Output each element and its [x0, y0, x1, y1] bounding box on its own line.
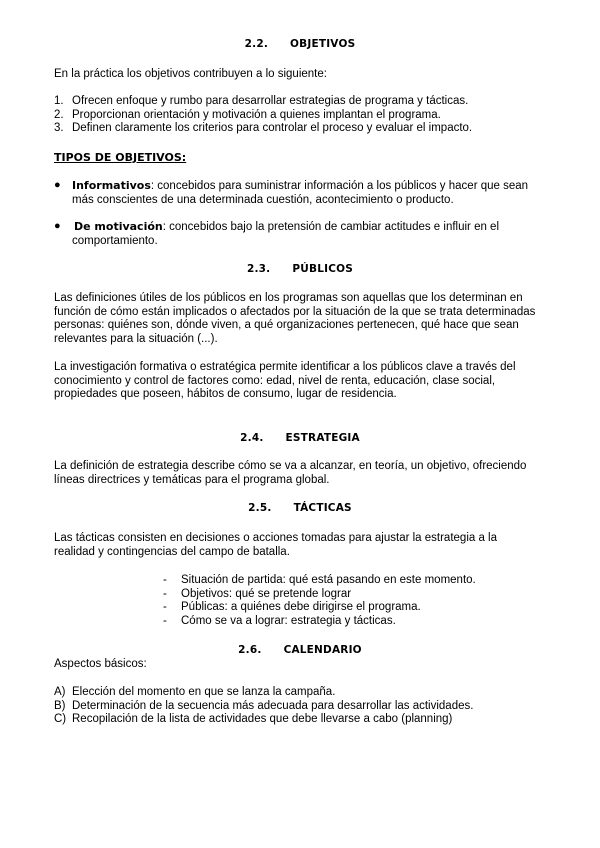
- objetivos-intro: En la práctica los objetivos contribuyen a lo siguiente:: [54, 68, 327, 80]
- tacticas-list: [163, 574, 476, 628]
- heading-estrategia: [0, 432, 600, 446]
- list-item: 2. Proporcionan orientación y motivación a quienes implantan el programa.: [54, 108, 441, 121]
- bullet-icon: ●: [54, 179, 61, 191]
- list-item: - Cómo se va a lograr: estrategia y tácticas.: [163, 614, 396, 627]
- estrategia-paragraph: La definición de estrategia describe cómo se va a alcanzar, en teoría, un objetivo, ofreciendo líneas directrices y temáticas para el programa global.: [54, 460, 527, 486]
- list-item: - Públicas: a quiénes debe dirigirse el programa.: [163, 601, 421, 613]
- list-item: C) Recopilación de la lista de actividades que debe llevarse a cabo (planning): [54, 713, 453, 725]
- objetivos-list: [54, 95, 472, 136]
- heading-objetivos: [0, 38, 600, 52]
- term: De motivación: [74, 220, 163, 233]
- list-item: A) Elección del momento en que se lanza la campaña.: [54, 686, 336, 698]
- publicos-paragraph-1: Las definiciones útiles de los públicos en los programas son aquellas que los determinan en función de cómo están implicados o afectados por la situación de la que se trata determinadas personas: quiénes son, dónde viven, a qué organizaciones pertenecen, qué hace que sean relevantes para la situación (...).: [54, 292, 536, 345]
- heading-tacticas: [0, 502, 600, 516]
- bullet-informativos: ● Informativos: concebidos para suministrar información a los públicos y hacer que sean más conscientes de una determinada cuestión, acontecimiento o producto.: [54, 179, 529, 206]
- bullet-icon: ●: [54, 220, 61, 232]
- heading-number: 2.4.: [240, 432, 264, 444]
- heading-title: ESTRATEGIA: [285, 432, 360, 444]
- heading-title: OBJETIVOS: [290, 38, 356, 50]
- heading-calendario: [0, 644, 600, 658]
- tipos-heading: TIPOS DE OBJETIVOS:: [54, 151, 187, 164]
- list-item: 1. Ofrecen enfoque y rumbo para desarrollar estrategias de programa y tácticas.: [54, 95, 469, 107]
- tacticas-paragraph: Las tácticas consisten en decisiones o acciones tomadas para ajustar la estrategia a la realidad y contingencias del campo de batalla.: [54, 532, 498, 558]
- heading-publicos: [0, 263, 600, 277]
- list-item: - Objetivos: qué se pretende lograr: [163, 587, 352, 600]
- bullet-motivacion: ● De motivación: concebidos bajo la pretensión de cambiar actitudes e influir en el comportamiento.: [54, 220, 500, 247]
- heading-number: 2.2.: [244, 38, 269, 50]
- heading-number: 2.5.: [248, 502, 272, 514]
- publicos-paragraph-2: La investigación formativa o estratégica permite identificar a los públicos clave a través del conocimiento y control de factores como: edad, nivel de renta, educación, clase social, propiedades que poseen, hábitos de consumo, lugar de residencia.: [54, 361, 516, 400]
- heading-number: 2.6.: [238, 644, 262, 656]
- aspectos-label: Aspectos básicos:: [54, 658, 147, 670]
- heading-title: CALENDARIO: [283, 644, 362, 656]
- list-item: - Situación de partida: qué está pasando en este momento.: [163, 574, 476, 586]
- heading-title: PÚBLICOS: [292, 263, 353, 275]
- heading-title: TÁCTICAS: [293, 502, 352, 514]
- calendario-list: [54, 686, 473, 727]
- list-item: 3. Definen claramente los criterios para controlar el proceso y evaluar el impacto.: [54, 122, 473, 134]
- term: Informativos: [72, 179, 151, 192]
- heading-number: 2.3.: [246, 263, 271, 275]
- list-item: B) Determinación de la secuencia más adecuada para desarrollar las actividades.: [54, 699, 474, 712]
